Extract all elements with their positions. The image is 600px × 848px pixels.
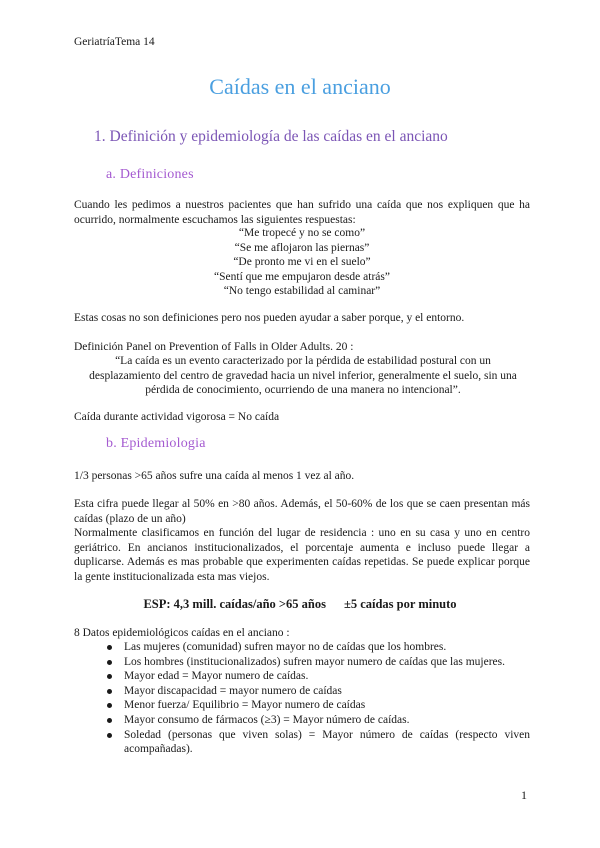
epidemiology-paragraph-1: Esta cifra puede llegar al 50% en >80 años. Además, el 50-60% de los que se caen presentan más caídas (plazo de un año) xyxy=(74,498,530,525)
quotes-block xyxy=(74,226,530,299)
panel-label: Definición Panel on Prevention of Falls in Older Adults. 20 : xyxy=(74,341,354,353)
definitions-note: Estas cosas no son definiciones pero nos pueden ayudar a saber porque, y el entorno. xyxy=(74,312,465,324)
list-item: Soledad (personas que viven solas) = Mayor número de caídas (respecto viven acompañadas). xyxy=(74,728,530,757)
esp-statistic xyxy=(0,597,600,612)
section-1-heading: 1. Definición y epidemiología de las caídas en el anciano xyxy=(94,128,448,145)
list-item: Mayor discapacidad = mayor numero de caídas xyxy=(74,684,530,699)
subsection-b-heading: b. Epidemiologia xyxy=(106,436,206,451)
epidemiology-list-title: 8 Datos epidemiológicos caídas en el anciano : xyxy=(74,627,290,639)
epidemiology-stat: 1/3 personas >65 años sufre una caída al menos 1 vez al año. xyxy=(74,470,355,482)
vigorous-activity-note: Caída durante actividad vigorosa = No caída xyxy=(74,411,280,423)
quote-line: “No tengo estabilidad al caminar” xyxy=(223,285,381,298)
list-item: Mayor consumo de fármacos (≥3) = Mayor número de caídas. xyxy=(74,713,530,728)
panel-definition-quote: “La caída es un evento caracterizado por la pérdida de estabilidad postural con un desplazamiento del centro de gravedad hacia un nivel inferior, generalmente el suelo, sin una pérdida de conocimiento, ocurriendo de una manera no intencional”. xyxy=(89,355,517,397)
page-number: 1 xyxy=(521,788,527,802)
list-item: Mayor edad = Mayor numero de caídas. xyxy=(74,669,530,684)
epidemiology-paragraph-2: Normalmente clasificamos en función del lugar de residencia : uno en su casa y uno en centro geriátrico. En ancianos institucionalizados, el porcentaje aumenta e incluso puede llegar a duplicarse. Además es mas probable que experimenten caídas repetidas. Se puede explicar porque la gente institucionalizada esta mas viejos. xyxy=(74,527,530,583)
list-item: Los hombres (institucionalizados) sufren mayor numero de caídas que las mujeres. xyxy=(74,655,530,670)
epidemiology-list xyxy=(74,640,530,757)
quote-line: “Sentí que me empujaron desde atrás” xyxy=(214,270,390,283)
quote-line: “De pronto me vi en el suelo” xyxy=(233,256,371,269)
page-header: GeriatríaTema 14 xyxy=(74,36,155,48)
list-item: Las mujeres (comunidad) sufren mayor no de caídas que los hombres. xyxy=(74,640,530,655)
esp-falls-per-minute: ±5 caídas por minuto xyxy=(343,597,457,611)
list-item: Menor fuerza/ Equilibrio = Mayor numero de caídas xyxy=(74,698,530,713)
definitions-intro: Cuando les pedimos a nuestros pacientes que han sufrido una caída que nos expliquen que ha ocurrido, normalmente escuchamos las siguientes respuestas: xyxy=(74,199,530,226)
quote-line: “Me tropecé y no se como” xyxy=(238,227,366,239)
quote-line: “Se me aflojaron las piernas” xyxy=(234,241,370,254)
subsection-a-heading: a. Definiciones xyxy=(106,167,194,182)
esp-falls-per-year: ESP: 4,3 mill. caídas/año >65 años xyxy=(143,597,326,611)
page-title: Caídas en el anciano xyxy=(209,74,391,99)
